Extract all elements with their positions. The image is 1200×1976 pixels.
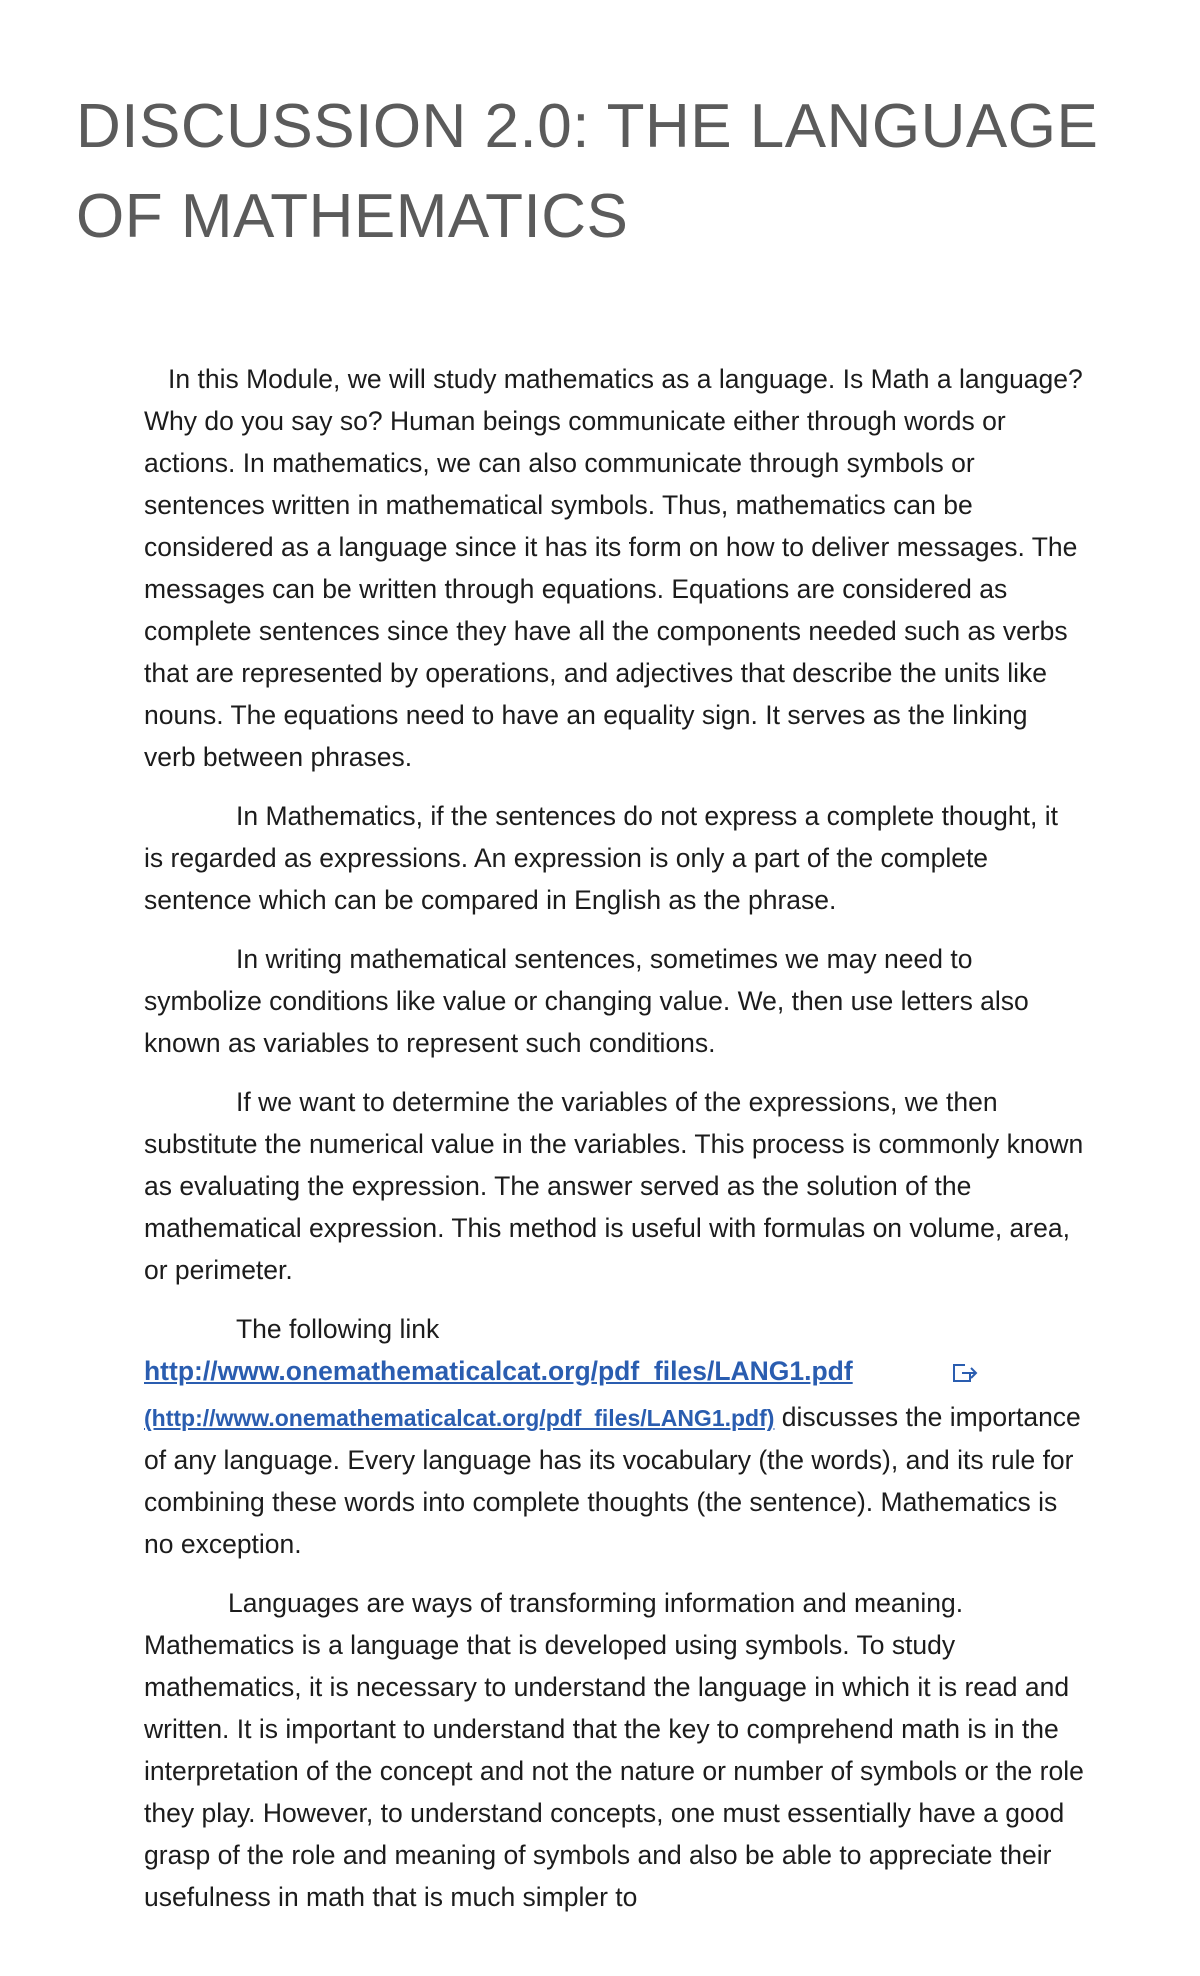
paragraph-languages: Languages are ways of transforming information and meaning. Mathematics is a language that is developed using symbols. To study mathematics, it is necessary to understand the language in which it is read and written. It is important to understand that the key to comprehend math is in the interpretation of the concept and not the nature or number of symbols or the role they play. However, to understand concepts, one must essentially have a good grasp of the role and meaning of symbols and also be able to appreciate their usefulness in math that is much simpler to xyxy=(144,1588,1084,1912)
paragraph-expressions: In Mathematics, if the sentences do not express a complete thought, it is regarded as expressions. An expression is only a part of the complete sentence which can be compared in English as the phrase. xyxy=(144,801,1058,915)
paragraph-evaluating: If we want to determine the variables of the expressions, we then substitute the numerical value in the variables. This process is commonly known as evaluating the expression. The answer served as the solution of the mathematical expression. This method is useful with formulas on volume, area, or perimeter. xyxy=(144,1087,1084,1285)
lang1-pdf-link-paren[interactable]: (http://www.onemathematicalcat.org/pdf_files/LANG1.pdf) xyxy=(144,1405,775,1431)
link-intro-text: The following link xyxy=(236,1314,440,1344)
link-after-text: discusses the importance of any language. Every language has its vocabulary (the words), and its rule for combining these words into complete thoughts (the sentence). Mathematics is no exception. xyxy=(144,1402,1081,1559)
lang1-pdf-link[interactable]: http://www.onemathematicalcat.org/pdf_files/LANG1.pdf xyxy=(144,1356,853,1386)
paragraph-intro: In this Module, we will study mathematics as a language. Is Math a language? Why do you say so? Human beings communicate either through words or actions. In mathematics, we can also communicate through symbols or sentences written in mathematical symbols. Thus, mathematics can be considered as a language since it has its form on how to deliver messages. The messages can be written through equations. Equations are considered as complete sentences since they have all the components needed such as verbs that are represented by operations, and adjectives that describe the units like nouns. The equations need to have an equality sign. It serves as the linking verb between phrases. xyxy=(144,364,1083,772)
external-link-icon[interactable] xyxy=(859,1354,979,1396)
discussion-body xyxy=(144,358,1084,1935)
page-title: DISCUSSION 2.0: THE LANGUAGE OF MATHEMATICS xyxy=(76,92,1099,251)
paragraph-variables: In writing mathematical sentences, sometimes we may need to symbolize conditions like value or changing value. We, then use letters also known as variables to represent such conditions. xyxy=(144,944,1029,1058)
paragraph-link xyxy=(144,1308,1084,1565)
